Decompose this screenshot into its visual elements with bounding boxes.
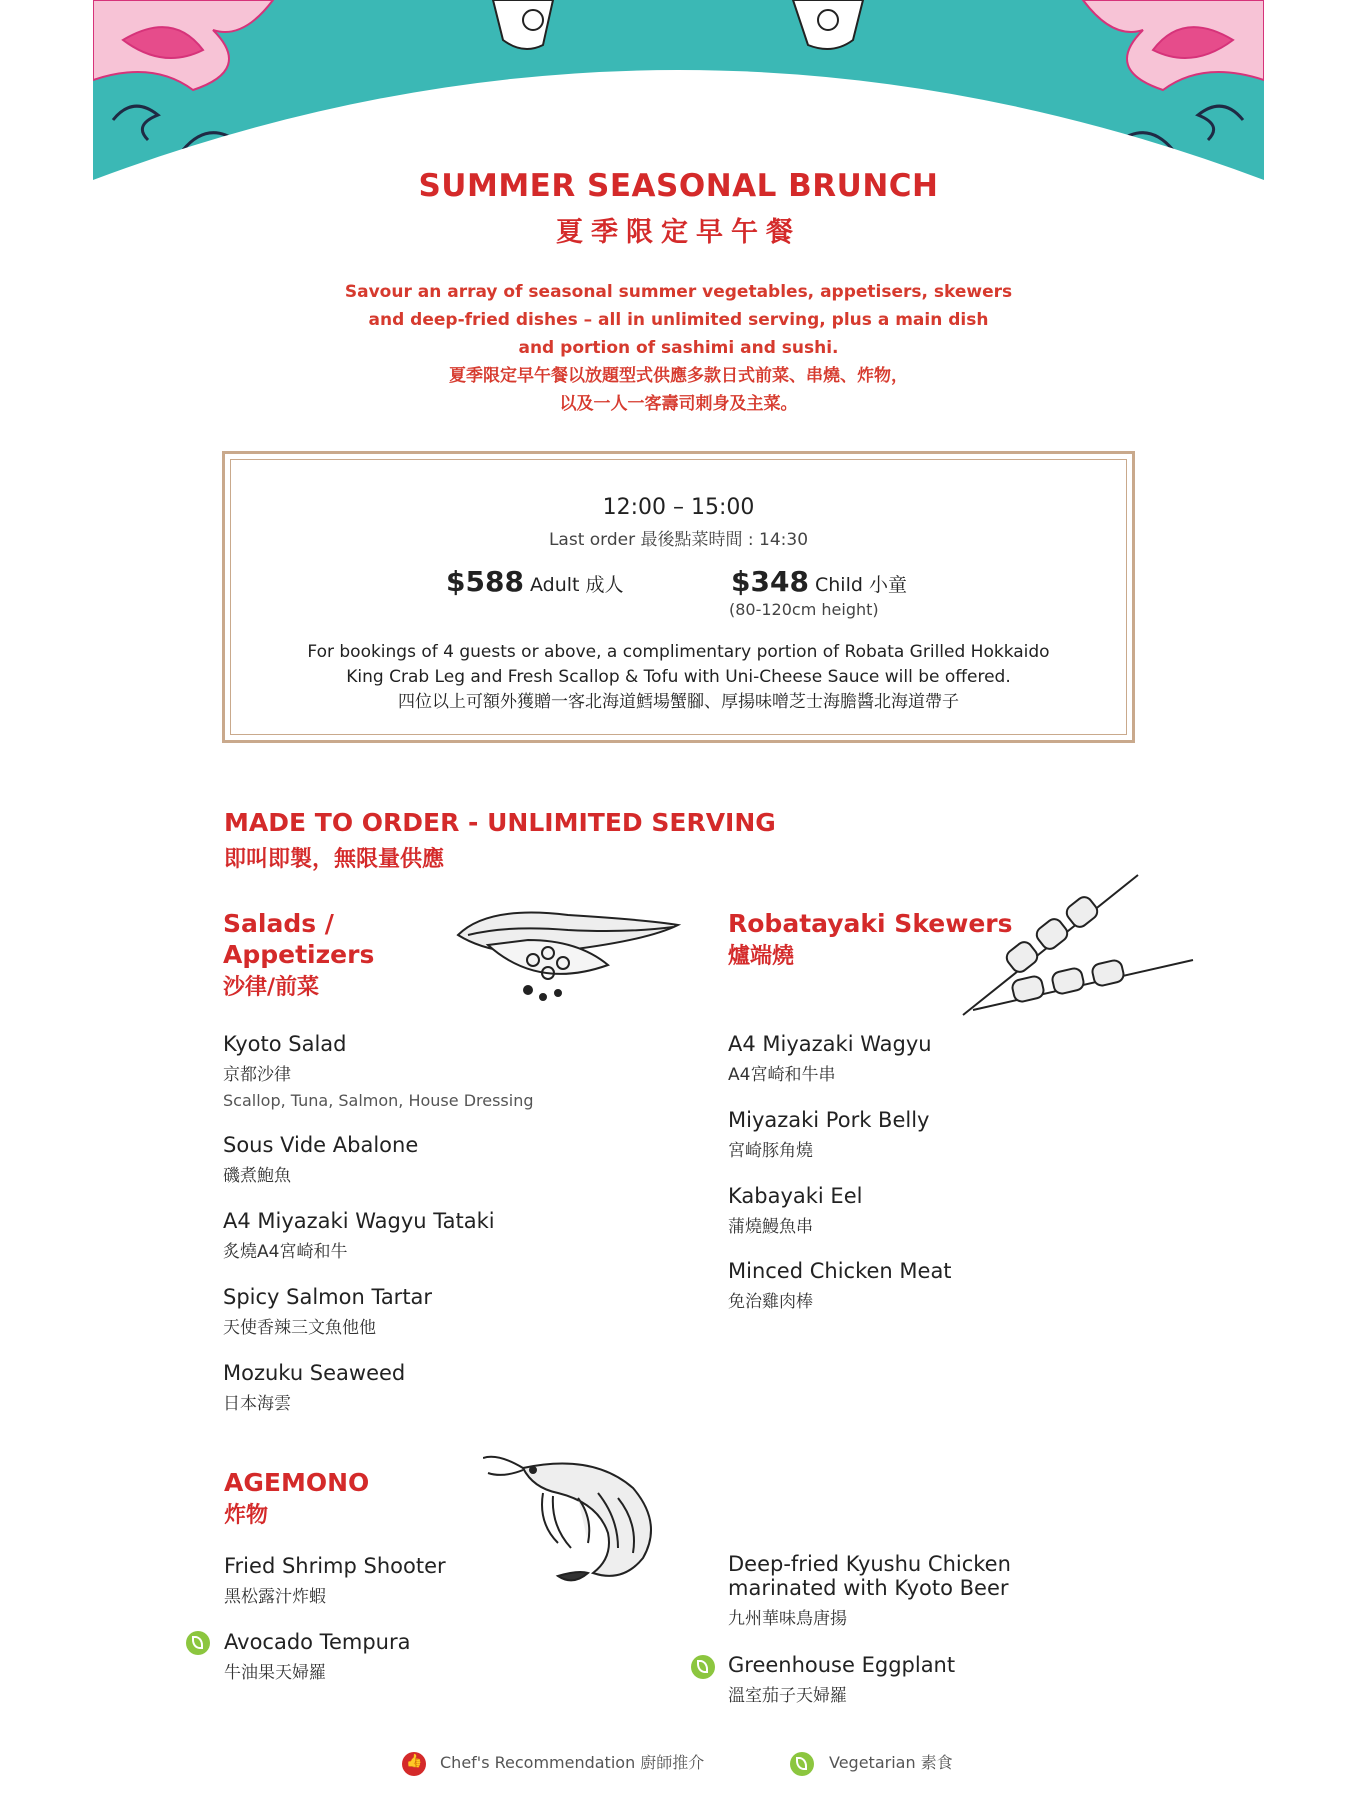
chef-recommendation-icon [402, 1752, 426, 1776]
item-name: Miyazaki Pork Belly [728, 1108, 930, 1132]
vegetarian-leaf-icon [186, 1631, 210, 1655]
booking-line: 四位以上可額外獲贈一客北海道鱈場蟹腳、厚揚味噌芝士海膽醬北海道帶子 [398, 692, 959, 712]
item-name: Greenhouse Eggplant [728, 1653, 956, 1677]
intro-line: 夏季限定早午餐以放題型式供應多款日式前菜、串燒、炸物， [449, 366, 908, 386]
item-name: Kabayaki Eel [728, 1184, 863, 1208]
agemono-heading [224, 1467, 369, 1529]
item-name-zh: 磯煮鮑魚 [223, 1166, 291, 1186]
item-name: Sous Vide Abalone [223, 1133, 419, 1157]
item-name-zh: 黑松露汁炸蝦 [224, 1587, 326, 1607]
decorative-floral-banner [93, 0, 1264, 190]
item-name-zh: 炙燒A4宮崎和牛 [223, 1242, 348, 1262]
shrimp-illustration [483, 1448, 668, 1588]
skewers-illustration [953, 870, 1203, 1020]
intro-text [293, 278, 1064, 418]
intro-line: and deep-fried dishes – all in unlimited serving, plus a main dish [368, 310, 989, 330]
page-title: SUMMER SEASONAL BRUNCH [418, 168, 939, 204]
menu-item-pork-belly [728, 1108, 929, 1161]
agemono-heading-text: AGEMONO [224, 1468, 370, 1497]
adult-price [446, 565, 624, 598]
made-to-order-heading-zh: 即叫即製，無限量供應 [224, 847, 445, 872]
vegetarian-leaf-icon [790, 1752, 814, 1776]
legend-chef-recommendation: Chef's Recommendation 廚師推介 [440, 1753, 705, 1772]
menu-item-kyoto-salad [223, 1032, 534, 1110]
pricing-info-box [222, 451, 1135, 743]
salads-heading [223, 908, 374, 1001]
okra-illustration [448, 895, 688, 1010]
menu-item-sous-vide-abalone [223, 1133, 418, 1186]
salads-heading-line: Appetizers [223, 940, 375, 969]
menu-item-minced-chicken [728, 1259, 952, 1312]
booking-line: King Crab Leg and Fresh Scallop & Tofu with Uni-Cheese Sauce will be offered. [346, 667, 1011, 687]
service-hours: 12:00 – 15:00 [602, 495, 755, 520]
intro-line: Savour an array of seasonal summer vegetables, appetisers, skewers [344, 282, 1013, 302]
item-name: Minced Chicken Meat [728, 1259, 952, 1283]
agemono-heading-zh: 炸物 [224, 1503, 269, 1528]
menu-page [93, 0, 1264, 1800]
item-name-line: marinated with Kyoto Beer [728, 1576, 1009, 1600]
adult-price-label: Adult 成人 [529, 574, 624, 596]
item-name: Kyoto Salad [223, 1032, 347, 1056]
item-name-zh: 牛油果天婦羅 [224, 1663, 326, 1683]
child-price-amount: $348 [731, 565, 809, 598]
last-order-time: Last order 最後點菜時間 : 14:30 [548, 530, 809, 550]
adult-price-amount: $588 [446, 565, 524, 598]
item-name: A4 Miyazaki Wagyu Tataki [223, 1209, 495, 1233]
child-price [731, 565, 907, 598]
menu-item-greenhouse-eggplant [728, 1653, 955, 1706]
menu-item-fried-shrimp-shooter [224, 1554, 446, 1607]
item-name-zh: 宮崎豚角燒 [728, 1141, 813, 1161]
child-price-label: Child 小童 [814, 574, 907, 596]
vegetarian-leaf-icon [691, 1655, 715, 1679]
item-name: Spicy Salmon Tartar [223, 1285, 433, 1309]
item-name: Avocado Tempura [224, 1630, 411, 1654]
intro-line: and portion of sashimi and sushi. [518, 338, 839, 358]
item-name-zh: 京都沙律 [223, 1065, 291, 1085]
item-name-zh: 免治雞肉棒 [728, 1292, 813, 1312]
item-name-zh: 九州華味鳥唐揚 [728, 1609, 847, 1629]
menu-item-mozuku-seaweed [223, 1361, 405, 1414]
child-height-note: (80-120cm height) [729, 600, 879, 619]
salads-heading-line: Salads / [223, 909, 334, 938]
item-name-zh: 日本海雲 [223, 1394, 291, 1414]
item-name: Fried Shrimp Shooter [224, 1554, 446, 1578]
item-name-zh: 天使香辣三文魚他他 [223, 1318, 376, 1338]
booking-offer-text [251, 640, 1106, 715]
skewers-heading-text: Robatayaki Skewers [728, 909, 1013, 938]
menu-item-kabayaki-eel [728, 1184, 862, 1237]
menu-item-kyushu-chicken [728, 1552, 1011, 1629]
skewers-heading-zh: 爐端燒 [728, 944, 795, 969]
item-name-zh: 溫室茄子天婦羅 [728, 1686, 847, 1706]
menu-item-a4-wagyu-skewer [728, 1032, 932, 1085]
salads-heading-zh: 沙律/前菜 [223, 975, 320, 1000]
info-box-inner-border [230, 459, 1127, 735]
made-to-order-heading: MADE TO ORDER - UNLIMITED SERVING [224, 808, 776, 837]
menu-item-wagyu-tataki [223, 1209, 495, 1262]
legend-vegetarian: Vegetarian 素食 [829, 1753, 953, 1772]
item-name: Mozuku Seaweed [223, 1361, 406, 1385]
menu-item-avocado-tempura [224, 1630, 410, 1683]
menu-item-spicy-salmon-tartar [223, 1285, 432, 1338]
item-description: Scallop, Tuna, Salmon, House Dressing [223, 1091, 534, 1110]
item-name: A4 Miyazaki Wagyu [728, 1032, 932, 1056]
item-name-line: Deep-fried Kyushu Chicken [728, 1552, 1011, 1576]
intro-line: 以及一人一客壽司刺身及主菜。 [559, 394, 798, 414]
booking-line: For bookings of 4 guests or above, a complimentary portion of Robata Grilled Hokkaido [307, 642, 1050, 662]
page-title-zh: 夏季限定早午餐 [556, 217, 801, 248]
item-name-zh: 蒲燒鰻魚串 [728, 1217, 813, 1237]
item-name-zh: A4宮崎和牛串 [728, 1065, 836, 1085]
